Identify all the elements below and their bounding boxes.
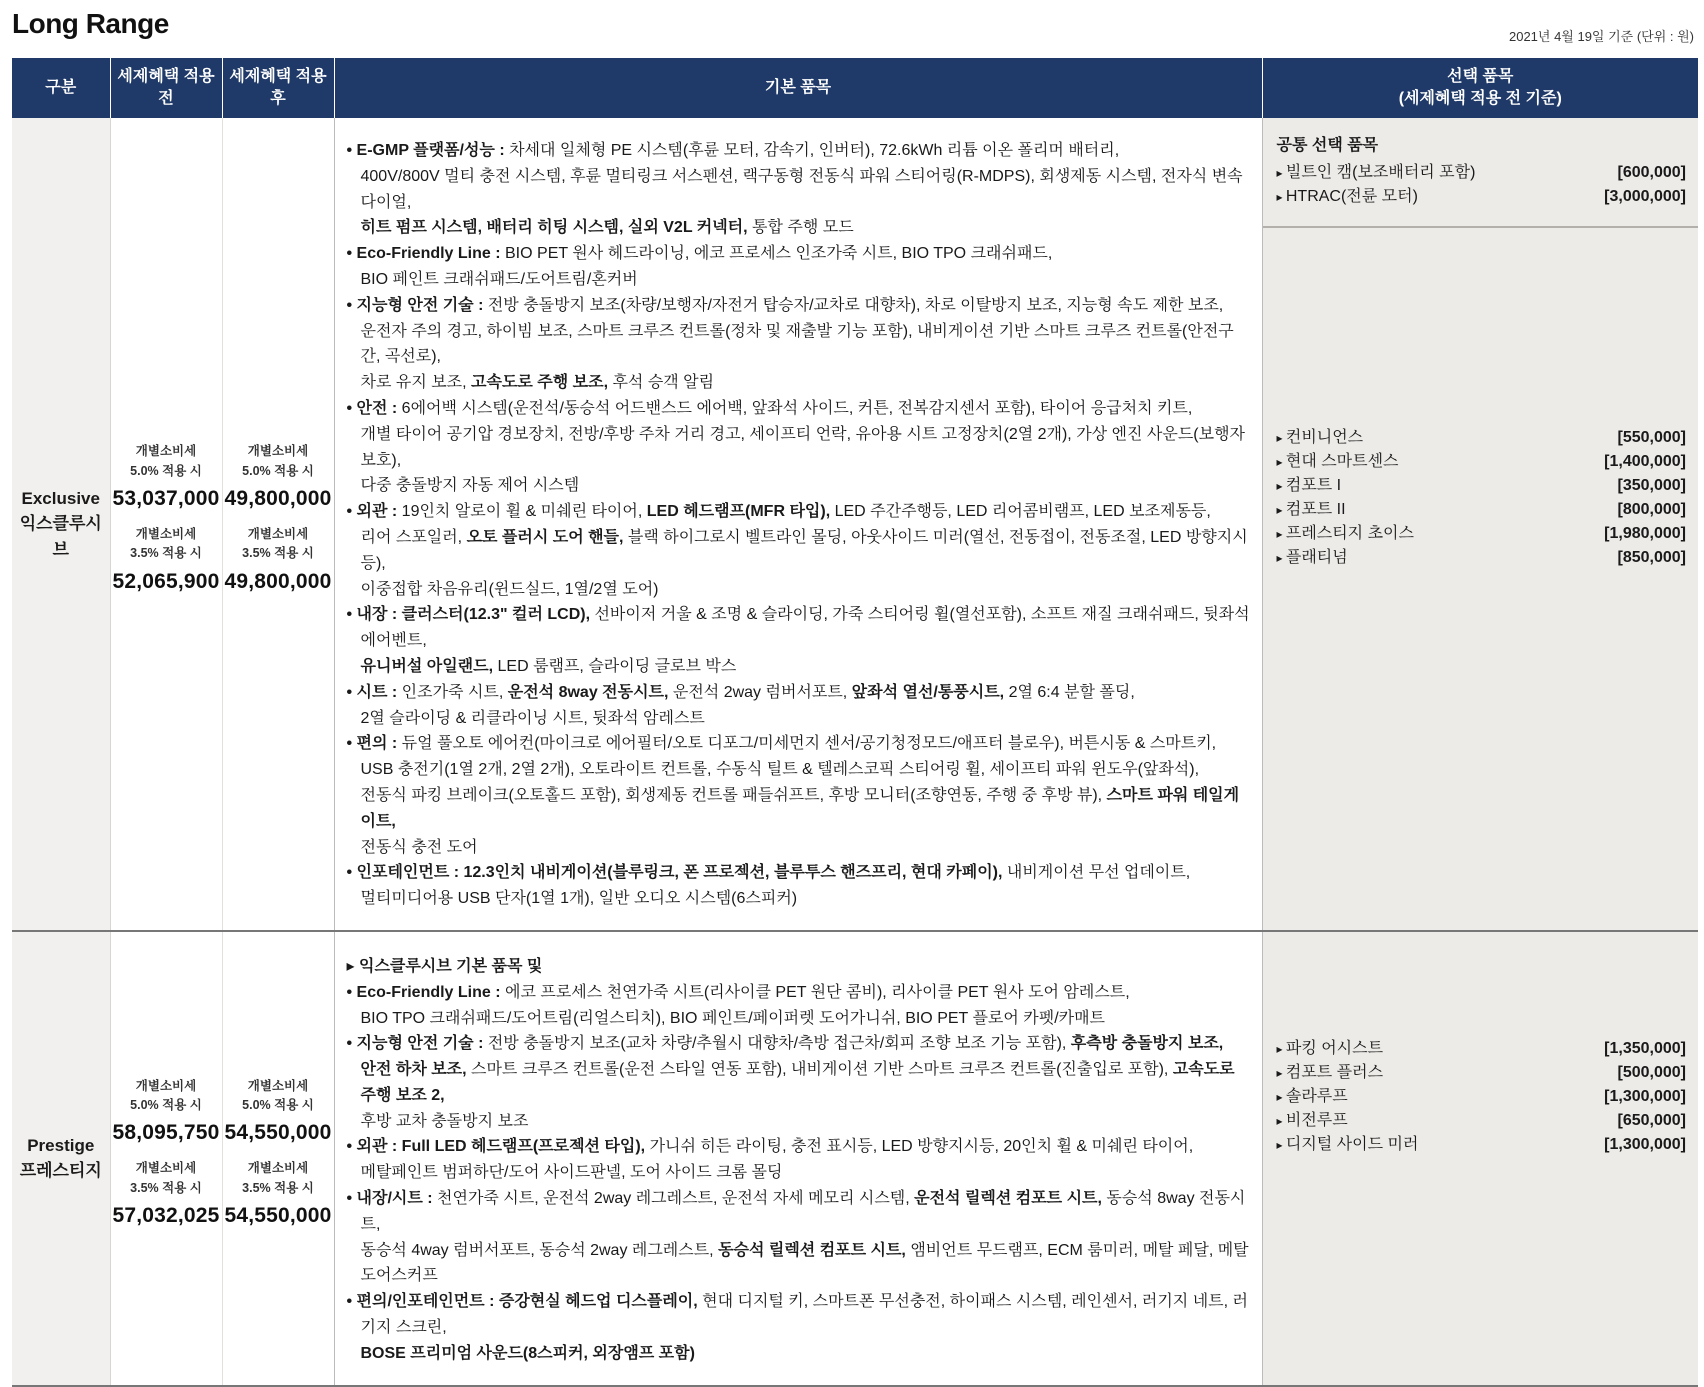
feature-text: 메탈페인트 범퍼하단/도어 사이드판넬, 도어 사이드 크롬 몰딩 xyxy=(360,1164,783,1182)
options-cell xyxy=(1262,931,1698,1386)
feature-text: 유니버설 아일랜드, xyxy=(360,657,494,675)
trim-name-cell xyxy=(12,118,110,931)
feature-text: 통합 주행 모드 xyxy=(747,219,854,237)
bullet-icon: • xyxy=(346,983,357,1001)
option-item xyxy=(1277,522,1687,546)
tax-rate: 5.0% 적용 시 xyxy=(242,463,314,478)
trim-row-prestige xyxy=(12,931,1698,1386)
tax-rate: 3.5% 적용 시 xyxy=(242,1180,314,1195)
feature-item xyxy=(347,1186,1254,1289)
feature-text: 동승석 릴렉션 컴포트 시트, xyxy=(718,1241,906,1259)
feature-label: Eco-Friendly Line : xyxy=(356,983,501,1001)
feature-text: 운전자 주의 경고, 하이빔 보조, 스마트 크루즈 컨트롤(정차 및 재출발 기능 포함), 내비게이션 기반 스마트 크루즈 컨트롤(안전구간, 곡선로), xyxy=(360,322,1234,366)
feature-text: 안전 하차 보조, xyxy=(360,1061,467,1079)
feature-text: 전동식 충전 도어 xyxy=(360,838,478,856)
tax-rate: 5.0% 적용 시 xyxy=(130,1097,202,1112)
feature-label: 지능형 안전 기술 : xyxy=(356,1035,484,1053)
price-before-tax: 53,037,000 xyxy=(112,486,220,510)
option-price: [1,400,000] xyxy=(1604,453,1686,470)
feature-text: 후측방 충돌방지 보조, xyxy=(1070,1035,1224,1053)
price-after-cell xyxy=(222,931,334,1386)
trim-name-ko: 프레스티지 xyxy=(19,1161,102,1181)
feature-item xyxy=(347,1031,1254,1134)
price-table xyxy=(12,58,1698,1387)
option-item xyxy=(1277,1061,1687,1085)
feature-text: 에코 프로세스 천연가죽 시트(리사이클 PET 원단 콤비), 리사이클 PET 원사 도어 암레스트, xyxy=(500,983,1130,1001)
option-item xyxy=(1277,474,1687,498)
page-title: Long Range xyxy=(12,8,169,39)
price-after-tax: 49,800,000 xyxy=(224,569,332,593)
option-price: [500,000] xyxy=(1617,1063,1686,1081)
option-name: ▸ 빌트인 캠(보조배터리 포함) xyxy=(1277,161,1476,185)
feature-text: LED 헤드램프(MFR 타입), xyxy=(646,503,831,521)
trim-options xyxy=(1263,932,1699,1256)
bullet-icon: • xyxy=(346,245,357,263)
feature-text: LED 주간주행등, LED 리어콤비램프, LED 보조제동등, xyxy=(830,503,1211,521)
feature-text: 오토 플러시 도어 핸들, xyxy=(466,528,624,546)
feature-label: 시트 : xyxy=(356,683,398,701)
option-name: ▸ 프레스티지 초이스 xyxy=(1277,522,1414,546)
price-block xyxy=(111,442,222,511)
option-price: [550,000] xyxy=(1617,429,1686,446)
tax-label: 개별소비세 xyxy=(135,1161,197,1176)
feature-item xyxy=(347,1134,1254,1186)
price-after-tax: 49,800,000 xyxy=(224,486,332,510)
feature-intro-text: 익스클루시브 기본 품목 및 xyxy=(358,957,543,975)
feature-text: 운전석 릴렉션 컴포트 시트, xyxy=(914,1190,1102,1208)
price-before-cell xyxy=(110,931,222,1386)
trim-name-cell xyxy=(12,931,110,1386)
trim-row-exclusive xyxy=(12,118,1698,931)
price-block xyxy=(223,1077,334,1146)
trim-name-ko: 익스클루시브 xyxy=(19,514,102,559)
feature-text: 12.3인치 내비게이션(블루링크, 폰 프로젝션, 블루투스 핸즈프리, 현대 카페이), xyxy=(459,864,1003,882)
bullet-icon: • xyxy=(346,1293,357,1311)
tax-rate: 5.0% 적용 시 xyxy=(130,463,202,478)
header-options-subtitle: (세제혜택 적용 전 기준) xyxy=(1398,90,1562,107)
option-price: [3,000,000] xyxy=(1604,188,1686,205)
tax-label: 개별소비세 xyxy=(247,526,309,541)
price-block xyxy=(223,1159,334,1228)
tax-label: 개별소비세 xyxy=(247,1161,309,1176)
price-before-cell xyxy=(110,118,222,931)
feature-text: 앰비언트 무드램프, ECM 룸미러, 메탈 페달, 메탈 도어스커프 xyxy=(360,1241,1249,1285)
option-name: ▸ 컴포트 플러스 xyxy=(1277,1061,1384,1085)
bullet-icon: • xyxy=(346,683,357,701)
feature-text: 운전석 8way 전동시트, xyxy=(507,683,669,701)
feature-label: 인포테인먼트 : xyxy=(356,864,460,882)
option-name: ▸ 컨비니언스 xyxy=(1277,426,1364,450)
feature-intro: ▸ 익스클루시브 기본 품목 및 xyxy=(346,957,543,975)
price-block xyxy=(111,1159,222,1228)
feature-text: 이중접합 차음유리(윈드실드, 1열/2열 도어) xyxy=(360,580,659,598)
feature-text: BOSE 프리미엄 사운드(8스피커, 외장앰프 포함) xyxy=(360,1344,695,1362)
feature-text: 블랙 하이그로시 벨트라인 몰딩, 아웃사이드 미러(열선, 전동접이, 전동조절, LED 방향지시등), xyxy=(360,528,1248,572)
feature-item xyxy=(347,499,1254,602)
bullet-icon: • xyxy=(346,142,357,159)
bullet-icon: • xyxy=(346,606,357,624)
feature-label: Eco-Friendly Line : xyxy=(356,245,501,263)
feature-item xyxy=(347,980,1254,1032)
tax-label: 개별소비세 xyxy=(135,1078,197,1093)
option-item xyxy=(1277,1133,1687,1157)
feature-text: 동승석 8way 전동시트, xyxy=(360,1190,1246,1233)
bullet-icon: • xyxy=(346,1035,357,1053)
option-list xyxy=(1263,386,1699,570)
trim-name-en: Exclusive xyxy=(21,488,100,508)
price-after-cell xyxy=(222,118,334,931)
common-options xyxy=(1263,118,1699,228)
option-price: [600,000] xyxy=(1617,164,1686,181)
feature-label: 내장 : xyxy=(356,606,398,624)
feature-label: 안전 : xyxy=(356,399,398,417)
bullet-icon: • xyxy=(346,399,357,417)
feature-item xyxy=(347,1289,1254,1366)
feature-label: 지능형 안전 기술 : xyxy=(356,296,484,314)
feature-text: Full LED 헤드램프(프로젝션 타입), xyxy=(397,1138,646,1156)
feature-text: 멀티미디어용 USB 단자(1열 1개), 일반 오디오 시스템(6스피커) xyxy=(360,890,798,908)
tax-label: 개별소비세 xyxy=(135,526,197,541)
feature-label: 외관 : xyxy=(356,1138,398,1156)
option-price: [850,000] xyxy=(1617,549,1686,566)
feature-text: 고속도로 주행 보조 2, xyxy=(360,1061,1235,1104)
price-before-tax: 57,032,025 xyxy=(112,1204,220,1228)
bullet-icon: • xyxy=(346,1190,357,1208)
feature-text: 2열 6:4 분할 폴딩, xyxy=(1004,683,1135,701)
date-unit-note: 2021년 4월 19일 기준 (단위 : 원) xyxy=(1508,29,1694,44)
feature-label: E-GMP 플랫폼/성능 : xyxy=(356,142,505,159)
option-item xyxy=(1277,450,1687,474)
option-name: ▸ 컴포트 I xyxy=(1277,474,1342,498)
option-price: [350,000] xyxy=(1617,477,1686,494)
feature-list xyxy=(347,980,1254,1367)
trim-options xyxy=(1263,228,1699,728)
feature-item xyxy=(347,680,1254,732)
feature-text: BIO TPO 크래쉬패드/도어트림(리얼스티치), BIO 페인트/페이퍼렛 도어가니쉬, BIO PET 플로어 카펫/카매트 xyxy=(360,1009,1106,1027)
feature-text: 앞좌석 열선/통풍시트, xyxy=(851,683,1005,701)
feature-text: 개별 타이어 공기압 경보장치, 전방/후방 주차 거리 경고, 세이프티 언락, 유아용 시트 고정장치(2열 2개), 가상 엔진 사운드(보행자 보호), xyxy=(360,425,1245,469)
price-before-tax: 52,065,900 xyxy=(112,569,220,593)
feature-item xyxy=(347,731,1254,860)
header-after-tax: 세제혜택 적용 후 xyxy=(222,58,334,118)
option-name: ▸ 파킹 어시스트 xyxy=(1277,1037,1384,1061)
option-item xyxy=(1277,161,1687,185)
header-category: 구분 xyxy=(12,58,110,118)
feature-label: 편의 : xyxy=(356,735,398,753)
option-name: ▸ 컴포트 II xyxy=(1277,498,1346,522)
feature-item xyxy=(347,241,1254,293)
feature-item xyxy=(347,293,1254,396)
feature-item xyxy=(347,860,1254,912)
option-price: [650,000] xyxy=(1617,1111,1686,1129)
feature-text: BIO 페인트 크래쉬패드/도어트림/혼커버 xyxy=(360,270,638,288)
price-block xyxy=(111,1077,222,1146)
table-header-row xyxy=(12,58,1698,118)
feature-text: 선바이저 거울 & 조명 & 슬라이딩, 가죽 스티어링 휠(열선포함), 소프트 재질 크래쉬패드, 뒷좌석 에어벤트, xyxy=(360,606,1250,650)
feature-text: 스마트 크루즈 컨트롤(운전 스타일 연동 포함), 내비게이션 기반 스마트 크루즈 컨트롤(진출입로 포함), xyxy=(466,1061,1173,1079)
bullet-icon: • xyxy=(346,296,357,314)
feature-item xyxy=(347,602,1254,679)
options-cell xyxy=(1262,118,1698,931)
feature-label: 내장/시트 : xyxy=(356,1190,433,1208)
option-price: [1,980,000] xyxy=(1604,525,1686,542)
feature-text: 인조가죽 시트, xyxy=(397,683,508,701)
feature-text: 클러스터(12.3" 컬러 LCD), xyxy=(397,606,591,624)
option-item xyxy=(1277,1037,1687,1061)
feature-text: 운전석 2way 럼버서포트, xyxy=(668,683,852,701)
feature-text: 후석 승객 알림 xyxy=(608,374,715,392)
feature-text: 19인치 알로이 휠 & 미쉐린 타이어, xyxy=(397,503,647,521)
feature-text: 듀얼 풀오토 에어컨(마이크로 에어필터/오토 디포그/미세먼지 센서/공기청정모드/애프터 블로우), 버튼시동 & 스마트키, xyxy=(397,735,1217,753)
option-item xyxy=(1277,1085,1687,1109)
price-block xyxy=(223,442,334,511)
feature-text: 전방 충돌방지 보조(차량/보행자/자전거 탑승자/교차로 대향차), 차로 이탈방지 보조, 지능형 속도 제한 보조, xyxy=(483,296,1224,314)
header-basic-items: 기본 품목 xyxy=(334,58,1262,118)
option-price: [800,000] xyxy=(1617,501,1686,518)
option-price: [1,300,000] xyxy=(1604,1135,1686,1153)
option-name: ▸ 디지털 사이드 미러 xyxy=(1277,1133,1419,1157)
tax-label: 개별소비세 xyxy=(247,1078,309,1093)
feature-text: BIO PET 원사 헤드라이닝, 에코 프로세스 인조가죽 시트, BIO TPO 크래쉬패드, xyxy=(500,245,1053,263)
feature-text: 히트 펌프 시스템, 배터리 히팅 시스템, 실외 V2L 커넥터, xyxy=(360,219,748,237)
option-name: ▸ 비전루프 xyxy=(1277,1109,1348,1133)
tax-rate: 5.0% 적용 시 xyxy=(242,1097,314,1112)
feature-text: LED 룸램프, 슬라이딩 글로브 박스 xyxy=(493,657,737,675)
price-block xyxy=(223,525,334,594)
bullet-icon: • xyxy=(346,864,357,882)
feature-list xyxy=(347,138,1254,912)
option-list xyxy=(1263,1031,1699,1157)
feature-label: 편의/인포테인먼트 : xyxy=(356,1293,495,1311)
option-item xyxy=(1277,426,1687,450)
header-before-tax: 세제혜택 적용 전 xyxy=(110,58,222,118)
bullet-icon: • xyxy=(346,735,357,753)
option-name: ▸ 플래티넘 xyxy=(1277,546,1348,570)
feature-text: USB 충전기(1열 2개, 2열 2개), 오토라이트 컨트롤, 수동식 틸트 & 텔레스코픽 스티어링 휠, 세이프티 파워 윈도우(앞좌석), xyxy=(360,761,1200,779)
tax-label: 개별소비세 xyxy=(247,444,309,459)
common-option-list xyxy=(1277,161,1687,209)
option-price: [1,300,000] xyxy=(1604,1087,1686,1105)
feature-label: 외관 : xyxy=(356,503,398,521)
feature-text: 리어 스포일러, xyxy=(360,528,467,546)
feature-text: 증강현실 헤드업 디스플레이, xyxy=(494,1293,698,1311)
feature-text: 후방 교차 충돌방지 보조 xyxy=(360,1112,529,1130)
option-item xyxy=(1277,546,1687,570)
feature-text: 400V/800V 멀티 충전 시스템, 후륜 멀티링크 서스펜션, 랙구동형 전동식 파워 스티어링(R-MDPS), 회생제동 시스템, 전자식 변속 다이얼, xyxy=(360,167,1243,211)
price-before-tax: 58,095,750 xyxy=(112,1121,220,1145)
tax-rate: 3.5% 적용 시 xyxy=(130,1180,202,1195)
option-name: ▸ HTRAC(전륜 모터) xyxy=(1277,185,1418,209)
option-price: [1,350,000] xyxy=(1604,1039,1686,1057)
option-name: ▸ 현대 스마트센스 xyxy=(1277,450,1399,474)
common-options-title: 공통 선택 품목 xyxy=(1276,137,1379,154)
feature-text: 차세대 일체형 PE 시스템(후륜 모터, 감속기, 인버터), 72.6kWh 리튬 이온 폴리머 배터리, xyxy=(504,142,1120,159)
feature-text: 현대 디지털 키, 스마트폰 무선충전, 하이패스 시스템, 레인센서, 러기지 네트, 러기지 스크린, xyxy=(360,1293,1248,1337)
feature-text: 전방 충돌방지 보조(교차 차량/추월시 대향차/측방 접근차/회피 조향 보조 기능 포함), xyxy=(483,1035,1071,1053)
bullet-icon: • xyxy=(346,503,357,521)
header-options xyxy=(1262,58,1698,118)
price-after-tax: 54,550,000 xyxy=(224,1204,332,1228)
feature-text: 스마트 파워 테일게이트, xyxy=(360,786,1240,830)
header-options-title: 선택 품목 xyxy=(1447,68,1514,86)
feature-text: 다중 충돌방지 자동 제어 시스템 xyxy=(360,477,580,495)
tax-rate: 3.5% 적용 시 xyxy=(130,546,202,561)
trim-name-en: Prestige xyxy=(27,1135,95,1155)
basic-features-cell xyxy=(334,118,1262,931)
feature-text: 가니쉬 히든 라이팅, 충전 표시등, LED 방향지시등, 20인치 휠 & 미쉐린 타이어, xyxy=(645,1138,1194,1156)
feature-text: 2열 슬라이딩 & 리클라이닝 시트, 뒷좌석 암레스트 xyxy=(360,709,705,727)
feature-text: 전동식 파킹 브레이크(오토홀드 포함), 회생제동 컨트롤 패들쉬프트, 후방 모니터(조향연동, 주행 중 후방 뷰), xyxy=(360,786,1107,804)
feature-item xyxy=(347,138,1254,241)
tax-label: 개별소비세 xyxy=(135,444,197,459)
price-after-tax: 54,550,000 xyxy=(224,1121,332,1145)
option-item xyxy=(1277,1109,1687,1133)
bullet-icon: • xyxy=(346,1138,357,1156)
price-block xyxy=(111,525,222,594)
option-item xyxy=(1277,185,1687,209)
feature-item xyxy=(347,396,1254,499)
basic-features-cell xyxy=(334,931,1262,1386)
option-name: ▸ 솔라루프 xyxy=(1277,1085,1348,1109)
tax-rate: 3.5% 적용 시 xyxy=(242,546,314,561)
feature-text: 차로 유지 보조, xyxy=(360,374,472,392)
feature-text: 내비게이션 무선 업데이트, xyxy=(1002,864,1191,882)
option-item xyxy=(1277,498,1687,522)
feature-text: 동승석 4way 럼버서포트, 동승석 2way 레그레스트, xyxy=(360,1241,719,1259)
feature-text: 6에어백 시스템(운전석/동승석 어드밴스드 에어백, 앞좌석 사이드, 커튼, 전복감지센서 포함), 타이어 응급처치 키트, xyxy=(397,399,1193,417)
feature-text: 천연가죽 시트, 운전석 2way 레그레스트, 운전석 자세 메모리 시스템, xyxy=(432,1190,915,1208)
feature-text: 고속도로 주행 보조, xyxy=(471,374,609,392)
